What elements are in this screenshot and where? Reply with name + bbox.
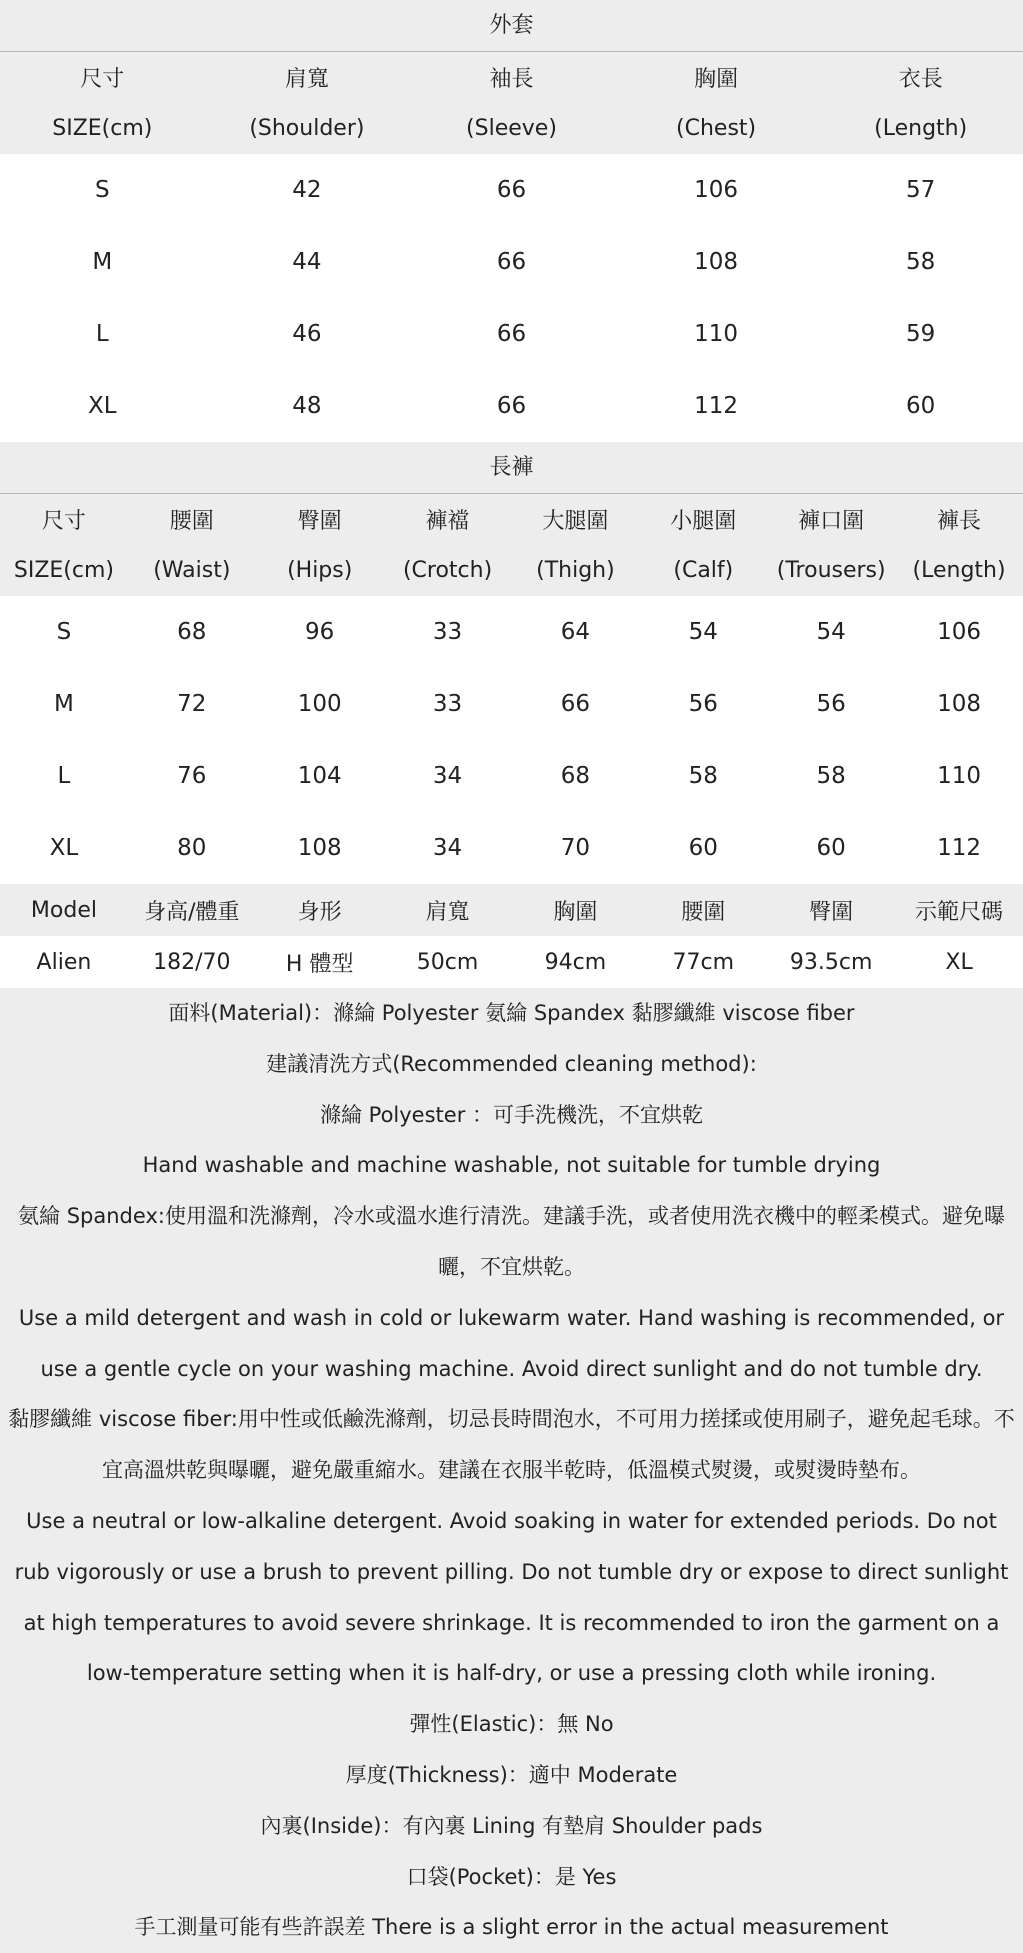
table-cell: 108 bbox=[297, 835, 342, 861]
table-cell: 104 bbox=[297, 763, 342, 789]
header-cell: (Waist) bbox=[153, 558, 231, 583]
jacket-header-zh bbox=[0, 52, 1023, 103]
header-cell: (Length) bbox=[912, 558, 1006, 583]
header-cell: 胸圍 bbox=[553, 899, 598, 925]
viscose-note-en: Use a neutral or low-alkaline detergent. Avoid soaking in water for extended periods. Do not rub vigorously or use a brush to prevent pilling. Do not tumble dry or expose to direct sunlight at high temperatures to avoid severe shrinkage. It is recommended to iron the garment on a low-temperature setting when it is half-dry, or use a pressing cloth while ironing. bbox=[14, 1508, 1009, 1686]
header-cell: 袖長 bbox=[489, 67, 534, 92]
table-cell: 96 bbox=[305, 619, 335, 645]
table-cell: 80 bbox=[177, 835, 207, 861]
table-cell: 34 bbox=[432, 835, 463, 861]
model-header-row bbox=[0, 884, 1023, 936]
header-cell: (Length) bbox=[874, 116, 968, 141]
header-cell: 肩寬 bbox=[425, 899, 470, 925]
header-cell: 褲襠 bbox=[425, 509, 470, 534]
table-cell: 58 bbox=[906, 249, 936, 275]
table-cell: 60 bbox=[816, 835, 846, 861]
header-cell: (Thigh) bbox=[536, 558, 615, 583]
header-cell: (Sleeve) bbox=[466, 116, 557, 141]
table-cell: 33 bbox=[432, 619, 463, 645]
polyester-note-en: Hand washable and machine washable, not suitable for tumble drying bbox=[142, 1153, 881, 1178]
table-cell: M bbox=[54, 691, 74, 717]
table-cell: Alien bbox=[36, 949, 92, 975]
table-cell: XL bbox=[88, 393, 117, 419]
header-cell: 尺寸 bbox=[80, 67, 125, 92]
material-note: 面料(Material)：滌綸 Polyester 氨綸 Spandex 黏膠纖維 viscose fiber bbox=[168, 1001, 855, 1025]
table-cell: 66 bbox=[496, 249, 527, 275]
header-cell: 胸圍 bbox=[694, 67, 739, 92]
header-cell: (Crotch) bbox=[402, 558, 493, 583]
elastic-note: 彈性(Elastic)：無 No bbox=[409, 1712, 614, 1737]
table-cell: 56 bbox=[816, 691, 846, 717]
header-cell: 臀圍 bbox=[297, 509, 342, 534]
table-cell: 46 bbox=[292, 321, 322, 347]
header-cell: 腰圍 bbox=[169, 509, 214, 534]
table-row bbox=[0, 298, 1023, 370]
header-cell: Model bbox=[30, 897, 97, 923]
cleaning-title: 建議清洗方式(Recommended cleaning method): bbox=[266, 1051, 757, 1076]
pants-header bbox=[0, 494, 1023, 596]
header-cell: SIZE(cm) bbox=[13, 558, 114, 583]
table-cell: 70 bbox=[560, 835, 591, 861]
table-cell: 108 bbox=[694, 249, 739, 275]
table-cell: H 體型 bbox=[285, 951, 354, 977]
measurement-error-note: 手工測量可能有些許誤差 There is a slight error in the actual measurement bbox=[134, 1915, 889, 1940]
table-row bbox=[0, 154, 1023, 226]
table-cell: 68 bbox=[177, 619, 207, 645]
table-row bbox=[0, 370, 1023, 442]
header-cell: 衣長 bbox=[898, 67, 943, 92]
table-cell: 54 bbox=[816, 619, 846, 645]
table-cell: 66 bbox=[560, 691, 591, 717]
thickness-note: 厚度(Thickness)：適中 Moderate bbox=[345, 1762, 678, 1787]
table-row bbox=[0, 668, 1023, 740]
header-cell: 身高/體重 bbox=[144, 899, 240, 925]
table-cell: 64 bbox=[560, 619, 591, 645]
table-row bbox=[0, 812, 1023, 884]
table-row bbox=[0, 226, 1023, 298]
jacket-header-en bbox=[0, 103, 1023, 154]
spandex-note-zh: 氨綸 Spandex:使用溫和洗滌劑，冷水或溫水進行清洗。建議手洗，或者使用洗衣機中的輕柔模式。避免曝曬，不宜烘乾。 bbox=[18, 1204, 1005, 1279]
table-cell: 106 bbox=[694, 177, 739, 203]
inside-note: 內裏(Inside)：有內裏 Lining 有墊肩 Shoulder pads bbox=[260, 1813, 763, 1838]
header-cell: 身形 bbox=[297, 899, 342, 925]
pants-header-en bbox=[0, 545, 1023, 596]
header-cell: (Shoulder) bbox=[249, 116, 365, 141]
pocket-note: 口袋(Pocket)：是 Yes bbox=[406, 1864, 617, 1889]
jacket-header bbox=[0, 52, 1023, 154]
table-cell: S bbox=[56, 619, 72, 645]
table-cell: 60 bbox=[688, 835, 718, 861]
table-cell: 57 bbox=[906, 177, 936, 203]
table-cell: 68 bbox=[560, 763, 591, 789]
table-row bbox=[0, 596, 1023, 668]
product-notes bbox=[0, 988, 1023, 1953]
table-cell: L bbox=[57, 763, 71, 789]
header-cell: 大腿圍 bbox=[542, 509, 609, 534]
jacket-section-title: 外套 bbox=[0, 0, 1023, 51]
header-cell: (Trousers) bbox=[776, 558, 886, 583]
table-cell: 66 bbox=[496, 177, 527, 203]
table-row bbox=[0, 740, 1023, 812]
header-cell: 臀圍 bbox=[809, 899, 854, 925]
table-cell: 72 bbox=[177, 691, 207, 717]
pants-table-body bbox=[0, 596, 1023, 884]
table-cell: 66 bbox=[496, 393, 527, 419]
table-cell: 110 bbox=[694, 321, 739, 347]
header-cell: (Hips) bbox=[287, 558, 353, 583]
table-cell: 58 bbox=[688, 763, 718, 789]
table-cell: 60 bbox=[906, 393, 936, 419]
viscose-note-zh: 黏膠纖維 viscose fiber:用中性或低鹼洗滌劑，切忌長時間泡水，不可用力搓揉或使用刷子，避免起毛球。不宜高溫烘乾與曝曬，避免嚴重縮水。建議在衣服半乾時，低溫模式熨燙，或熨燙時墊布。 bbox=[8, 1407, 1015, 1483]
model-value-row bbox=[0, 936, 1023, 988]
table-cell: 34 bbox=[432, 763, 463, 789]
table-cell: 59 bbox=[906, 321, 936, 347]
table-cell: 112 bbox=[694, 393, 739, 419]
header-cell: 褲長 bbox=[937, 509, 982, 534]
table-cell: 76 bbox=[177, 763, 207, 789]
table-cell: M bbox=[92, 249, 113, 275]
table-cell: 44 bbox=[292, 249, 322, 275]
table-cell: 54 bbox=[688, 619, 718, 645]
table-cell: 94cm bbox=[544, 949, 607, 975]
table-cell: 48 bbox=[292, 393, 322, 419]
pants-section-title: 長褲 bbox=[0, 442, 1023, 493]
table-cell: 182/70 bbox=[153, 949, 231, 975]
header-cell: 腰圍 bbox=[681, 899, 726, 925]
table-cell: 56 bbox=[688, 691, 718, 717]
table-cell: 77cm bbox=[672, 949, 735, 975]
table-cell: 108 bbox=[937, 691, 982, 717]
header-cell: 肩寬 bbox=[284, 67, 329, 92]
table-cell: 66 bbox=[496, 321, 527, 347]
polyester-note-zh: 滌綸 Polyester ：可手洗機洗，不宜烘乾 bbox=[319, 1102, 704, 1127]
table-cell: 100 bbox=[297, 691, 342, 717]
table-cell: XL bbox=[945, 949, 973, 975]
table-cell: L bbox=[95, 321, 109, 347]
table-cell: 106 bbox=[937, 619, 982, 645]
table-cell: S bbox=[94, 177, 110, 203]
table-cell: 93.5cm bbox=[789, 949, 873, 975]
header-cell: 示範尺碼 bbox=[915, 899, 1004, 925]
table-cell: 50cm bbox=[416, 949, 479, 975]
table-cell: 33 bbox=[432, 691, 463, 717]
header-cell: 尺寸 bbox=[41, 509, 86, 534]
header-cell: 小腿圍 bbox=[670, 509, 737, 534]
jacket-table-body bbox=[0, 154, 1023, 442]
table-cell: XL bbox=[49, 835, 79, 861]
header-cell: (Chest) bbox=[676, 116, 757, 141]
pants-header-zh bbox=[0, 494, 1023, 545]
spandex-note-en: Use a mild detergent and wash in cold or lukewarm water. Hand washing is recommended, or use a gentle cycle on your washing machine. Avoid direct sunlight and do not tumble dry. bbox=[18, 1305, 1005, 1381]
table-cell: 112 bbox=[937, 835, 982, 861]
header-cell: (Calf) bbox=[673, 558, 734, 583]
header-cell: SIZE(cm) bbox=[52, 116, 153, 141]
table-cell: 110 bbox=[937, 763, 982, 789]
table-cell: 58 bbox=[816, 763, 846, 789]
table-cell: 42 bbox=[292, 177, 322, 203]
header-cell: 褲口圍 bbox=[798, 509, 865, 534]
